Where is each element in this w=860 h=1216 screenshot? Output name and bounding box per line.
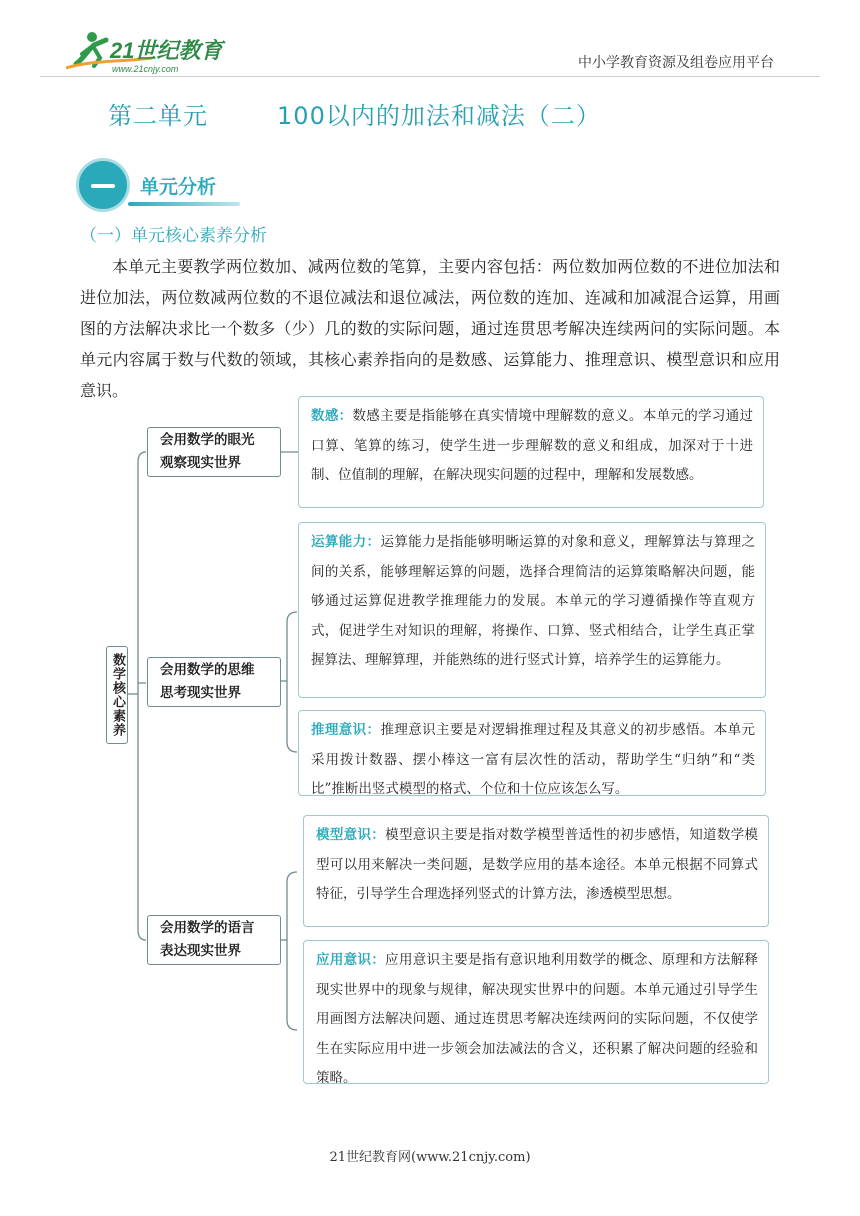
leaf-text: 运算能力是指能够明晰运算的对象和意义，理解算法与算理之间的关系，能够理解运算的问题，选择合理简洁的运算策略解决问题，能够通过运算促进教学推理能力的发展。本单元的学习遵循操作等直观方式，促进学生对知识的理解，将操作、口算、竖式相结合，让学生真正掌握算法、理解算理，并能熟练的进行竖式计算，培养学生的运算能力。 (311, 534, 756, 668)
branch-node-think (147, 657, 281, 707)
subheading: （一）单元核心素养分析 (80, 226, 267, 246)
leaf-text: 数感主要是指能够在真实情境中理解数的意义。本单元的学习通过口算、笔算的练习，使学生进一步理解数的意义和组成，加深对于十进制、位值制的理解，在解决现实问题的过程中，理解和发展数感。 (311, 408, 754, 483)
branch-line-1: 会用数学的思维 (160, 662, 255, 678)
branch-line-2: 观察现实世界 (160, 455, 241, 471)
logo-url: www.21cnjy.com (112, 64, 179, 74)
leaf-text: 推理意识主要是对逻辑推理过程及其意义的初步感悟。本单元采用拨计数器、摆小棒这一富有层次性的活动，帮助学生“归纳”和“类比”推断出竖式模型的格式、个位和十位应该怎么写。 (311, 722, 756, 797)
leaf-label: 应用意识： (316, 952, 386, 968)
leaf-text: 模型意识主要是指对数学模型普适性的初步感悟，知道数学模型可以用来解决一类问题，是数学应用的基本途径。本单元根据不同算式特征，引导学生合理选择列竖式的计算方法，渗透模型思想。 (316, 827, 759, 902)
logo-text: 21世纪教育 (110, 38, 223, 63)
branch-line-1: 会用数学的语言 (160, 920, 255, 936)
leaf-application (303, 940, 769, 1084)
leaf-computation (298, 522, 766, 698)
page-footer: 21世纪教育网(www.21cnjy.com) (329, 1150, 531, 1165)
branch-line-2: 思考现实世界 (160, 685, 241, 701)
leaf-label: 推理意识： (311, 722, 381, 738)
leaf-number-sense (298, 396, 764, 508)
branch-line-1: 会用数学的眼光 (160, 432, 255, 448)
unit-name: 100以内的加法和减法（二） (277, 102, 601, 130)
leaf-modeling (303, 815, 769, 927)
leaf-reasoning (298, 710, 766, 796)
unit-label: 第二单元 (108, 102, 208, 130)
mindmap-root: 数学核心素养 (106, 646, 128, 744)
branch-node-observe (147, 427, 281, 477)
platform-name: 中小学教育资源及组卷应用平台 (578, 55, 774, 71)
section-label: 单元分析 (140, 176, 217, 198)
branch-node-express (147, 915, 281, 965)
leaf-label: 运算能力： (311, 534, 381, 550)
paragraph-text: 本单元主要教学两位数加、减两位数的笔算，主要内容包括：两位数加两位数的不进位加法和进位加法，两位数减两位数的不退位减法和退位减法，两位数的连加、连减和加减混合运算，用画图的方法解决求比一个数多（少）几的数的实际问题，通过连贯思考解决连续两问的实际问题。本单元内容属于数与代数的领域，其核心素养指向的是数感、运算能力、推理意识、模型意识和应用意识。 (80, 257, 780, 400)
leaf-label: 数感： (311, 408, 353, 424)
leaf-text: 应用意识主要是指有意识地利用数学的概念、原理和方法解释现实世界中的现象与规律，解决现实世界中的问题。本单元通过引导学生用画图方法解决问题、通过连贯思考解决连续两问的实际问题，不仅使学生在实际应用中进一步领会加法减法的含义，还积累了解决问题的经验和策略。 (316, 952, 759, 1086)
branch-line-2: 表达现实世界 (160, 943, 241, 959)
leaf-label: 模型意识： (316, 827, 386, 843)
